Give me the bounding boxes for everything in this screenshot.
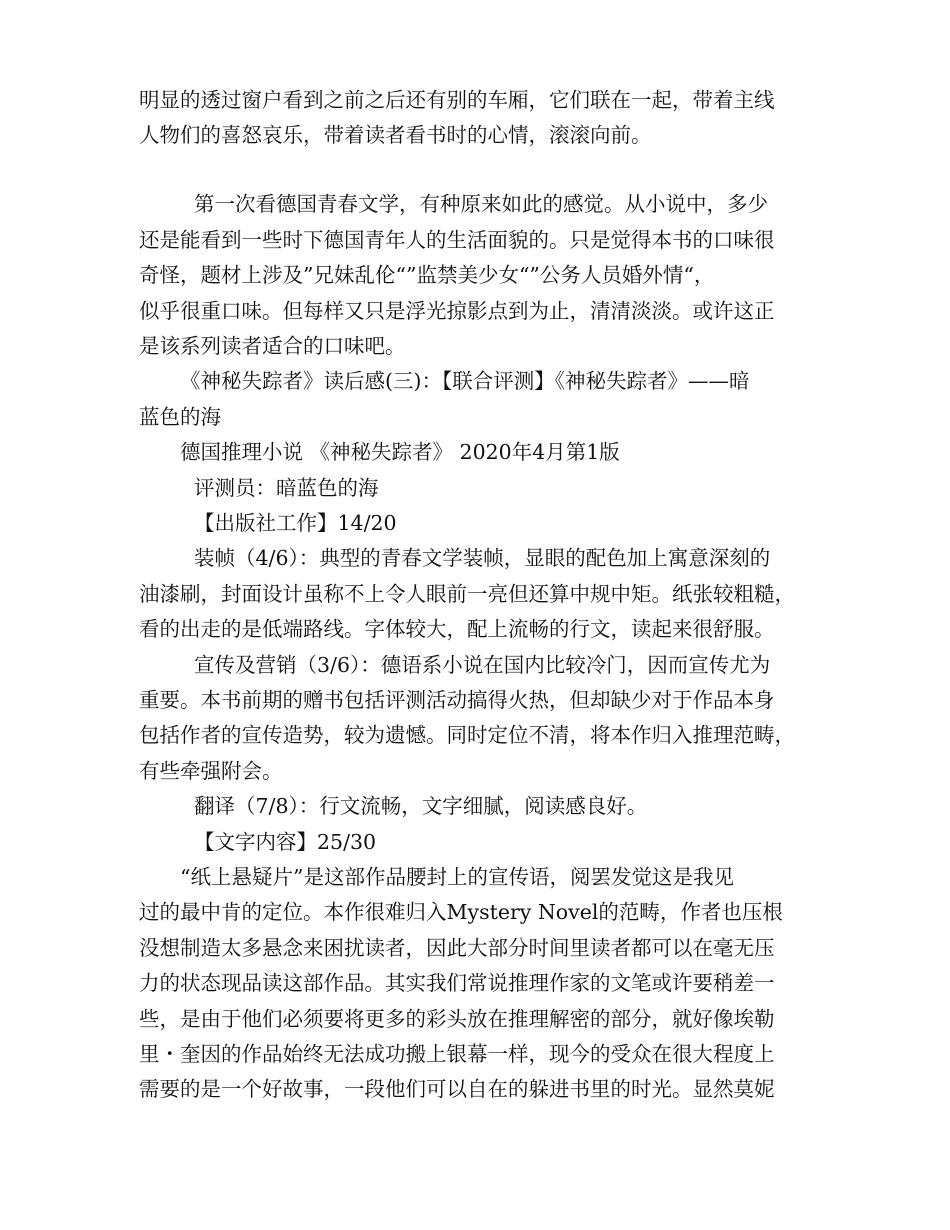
text-line: 德国推理小说 《神秘失踪者》 2020年4月第1版 xyxy=(180,440,620,464)
text-line: 需要的是一个好故事，一段他们可以自在的躲进书里的时光。显然莫妮 xyxy=(139,1077,775,1101)
text-line: 有些牵强附会。 xyxy=(139,759,283,783)
text-line: 看的出走的是低端路线。字体较大，配上流畅的行文，读起来很舒服。 xyxy=(139,617,775,641)
text-line: 力的状态现品读这部作品。其实我们常说推理作家的文笔或许要稍差一 xyxy=(139,971,775,995)
text-line: 似乎很重口味。但每样又只是浮光掠影点到为止，清清淡淡。或许这正 xyxy=(139,299,775,323)
text-line: 奇怪，题材上涉及”兄妹乱伦“”监禁美少女“”公务人员婚外情“， xyxy=(139,263,715,287)
text-line: 翻译（7/8）：行文流畅，文字细腻，阅读感良好。 xyxy=(194,794,648,818)
text-line: 【出版社工作】14/20 xyxy=(194,511,397,535)
text-line: 人物们的喜怒哀乐，带着读者看书时的心情，滚滚向前。 xyxy=(139,123,652,147)
text-line: 过的最中肯的定位。本作很难归入Mystery Novel的范畴，作者也压根 xyxy=(139,900,783,924)
text-line: 里・奎因的作品始终无法成功搬上银幕一样，现今的受众在很大程度上 xyxy=(139,1042,775,1066)
text-line: 宣传及营销（3/6）：德语系小说在国内比较冷门，因而宣传尤为 xyxy=(194,653,771,677)
text-line: “纸上悬疑片”是这部作品腰封上的宣传语，阅罢发觉这是我见 xyxy=(180,865,734,889)
text-line: 明显的透过窗户看到之前之后还有别的车厢，它们联在一起，带着主线 xyxy=(139,88,775,112)
text-line: 还是能看到一些时下德国青年人的生活面貌的。只是觉得本书的口味很 xyxy=(139,228,775,252)
text-line: 装帧（4/6）：典型的青春文学装帧，显眼的配色加上寓意深刻的 xyxy=(194,546,771,570)
text-line: 评测员：暗蓝色的海 xyxy=(194,476,379,500)
text-line: 没想制造太多悬念来困扰读者，因此大部分时间里读者都可以在毫无压 xyxy=(139,936,775,960)
text-line: 油漆刷，封面设计虽称不上令人眼前一亮但还算中规中矩。纸张较粗糙， xyxy=(139,582,795,606)
text-line: 《神秘失踪者》读后感(三)：【联合评测】《神秘失踪者》——暗 xyxy=(180,369,750,393)
text-line: 是该系列读者适合的口味吧。 xyxy=(139,334,406,358)
text-line: 重要。本书前期的赠书包括评测活动搞得火热，但却缺少对于作品本身 xyxy=(139,688,775,712)
text-line: 包括作者的宣传造势，较为遗憾。同时定位不清，将本作归入推理范畴， xyxy=(139,723,795,747)
text-line: 【文字内容】25/30 xyxy=(194,830,377,854)
text-line: 些，是由于他们必须要将更多的彩头放在推理解密的部分，就好像埃勒 xyxy=(139,1007,775,1031)
text-line: 蓝色的海 xyxy=(139,405,221,429)
text-line: 第一次看德国青春文学，有种原来如此的感觉。从小说中，多少 xyxy=(194,192,768,216)
